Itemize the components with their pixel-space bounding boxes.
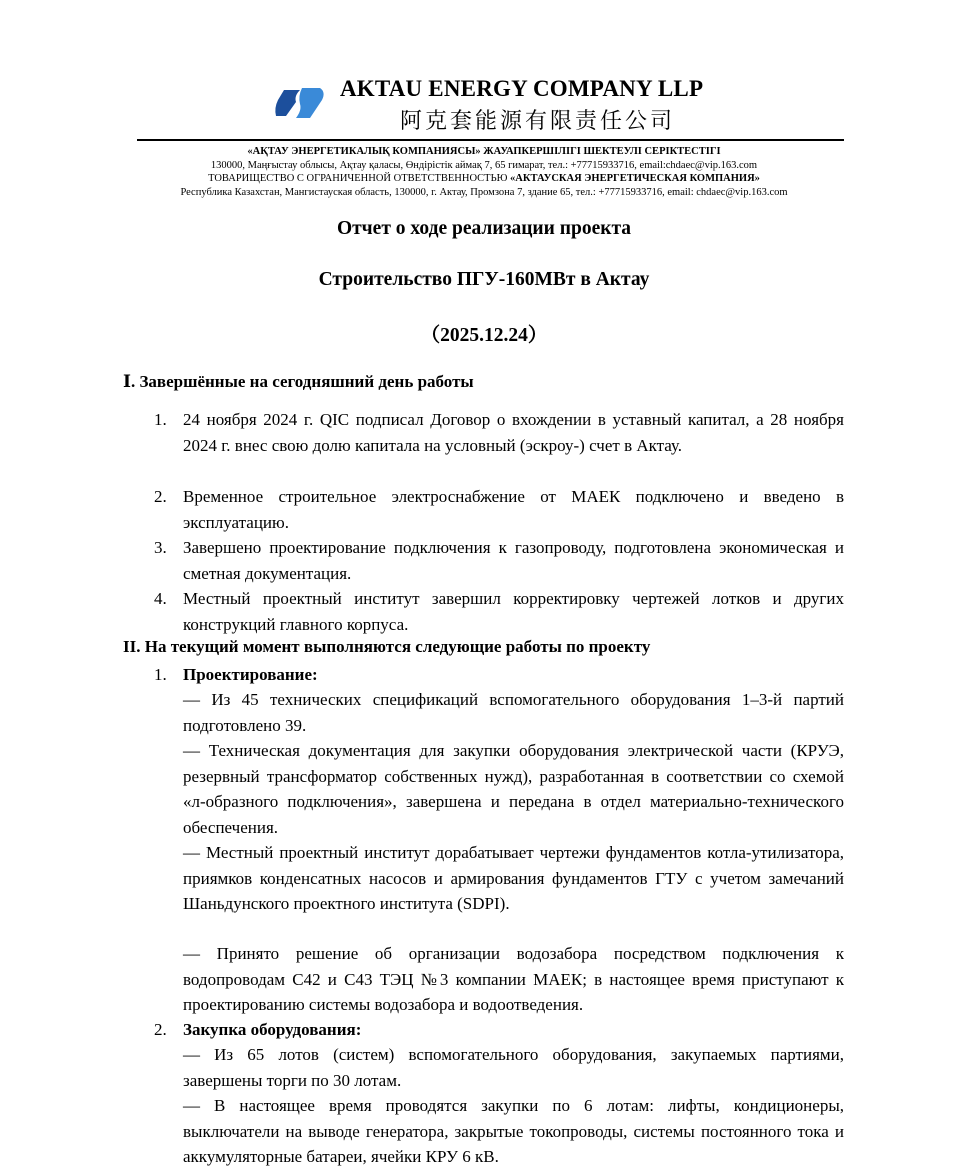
list-number: 2.	[154, 487, 167, 506]
paragraph: — Из 65 лотов (систем) вспомогательного оборудования, закупаемых партиями, завершены торги по 30 лотам.	[183, 1045, 844, 1090]
list-item	[154, 535, 844, 586]
list-text: Местный проектный институт завершил корректировку чертежей лотков и других конструкций главного корпуса.	[183, 589, 844, 634]
paragraph: — Из 45 технических спецификаций вспомогательного оборудования 1–3-й партий подготовлено 39.	[183, 690, 844, 735]
company-name-cn: 阿克套能源有限责任公司	[400, 109, 676, 134]
company-name-en: AKTAU ENERGY COMPANY LLP	[340, 76, 704, 101]
list-item	[154, 484, 844, 535]
letterhead-line: ТОВАРИЩЕСТВО С ОГРАНИЧЕННОЙ ОТВЕТСТВЕННОСТЬЮ «АКТАУСКАЯ ЭНЕРГЕТИЧЕСКАЯ КОМПАНИЯ»	[208, 173, 760, 184]
paragraph: — Принято решение об организации водозабора посредством подключения к водопроводам С42 и С43 ТЭЦ №3 компании МАЕК; в настоящее время приступают к проектированию системы водозабора и водоотведения.	[183, 944, 844, 1014]
letterhead-details	[120, 145, 848, 199]
list-number: 2.	[154, 1020, 167, 1039]
letterhead-divider	[137, 139, 844, 141]
list-text: Временное строительное электроснабжение от МАЕК подключено и введено в эксплуатацию.	[183, 487, 844, 532]
report-date: （2025.12.24）	[420, 325, 548, 346]
report-title: Отчет о ходе реализации проекта	[336, 218, 632, 239]
list-item	[154, 586, 844, 637]
list-number: 1.	[154, 665, 167, 684]
list-text: 24 ноября 2024 г. QIC подписал Договор о вхождении в уставный капитал, а 28 ноября 2024 г. внес свою долю капитала на условный (эскроу-) счет в Актау.	[183, 410, 844, 455]
project-title: Строительство ПГУ-160МВт в Актау	[318, 269, 650, 290]
list-item	[154, 1017, 844, 1043]
list-item	[154, 407, 844, 458]
section-2-heading: II. На текущий момент выполняются следующие работы по проекту	[123, 637, 651, 656]
list-number: 4.	[154, 589, 167, 608]
list-subheading: Проектирование:	[183, 665, 318, 684]
list-text: Завершено проектирование подключения к газопроводу, подготовлена экономическая и сметная документация.	[183, 538, 844, 583]
company-logo-icon	[274, 86, 326, 120]
list-number: 1.	[154, 410, 167, 429]
letterhead-line: 130000, Маңғыстау облысы, Ақтау қаласы, Өндірістік аймақ 7, 65 гимарат, тел.: +77715933716, email:chdaec@vip.163.com	[210, 159, 758, 171]
paragraph: — В настоящее время проводятся закупки по 6 лотам: лифты, кондиционеры, выключатели на выводе генератора, закрытые токопроводы, системы постоянного тока и аккумуляторные батареи, ячейки КРУ 6 кВ.	[183, 1096, 844, 1166]
letterhead-line: Республика Казахстан, Мангистауская область, 130000, г. Актау, Промзона 7, здание 65, тел.: +77715933716, email: chdaec@vip.163.com	[180, 186, 788, 198]
list-subheading: Закупка оборудования:	[183, 1020, 362, 1039]
list-number: 3.	[154, 538, 167, 557]
section-1-heading: Ⅰ. Завершённые на сегодняшний день работы	[123, 372, 474, 391]
list-item	[154, 662, 844, 688]
paragraph: — Местный проектный институт дорабатывает чертежи фундаментов котла-утилизатора, приямков конденсатных насосов и армирования фундаментов ГТУ с учетом замечаний Шаньдунского проектного института (SDPI).	[183, 843, 844, 913]
letterhead-line: «АҚТАУ ЭНЕРГЕТИКАЛЫҚ КОМПАНИЯСЫ» ЖАУАПКЕРШІЛІГІ ШЕКТЕУЛІ СЕРІКТЕСТІГІ	[247, 146, 721, 157]
paragraph: — Техническая документация для закупки оборудования электрической части (КРУЭ, резервный трансформатор собственных нужд), разработанная в соответствии со схемой «л-образного подключения», завершена и передана в отдел материально-технического обеспечения.	[183, 741, 844, 837]
